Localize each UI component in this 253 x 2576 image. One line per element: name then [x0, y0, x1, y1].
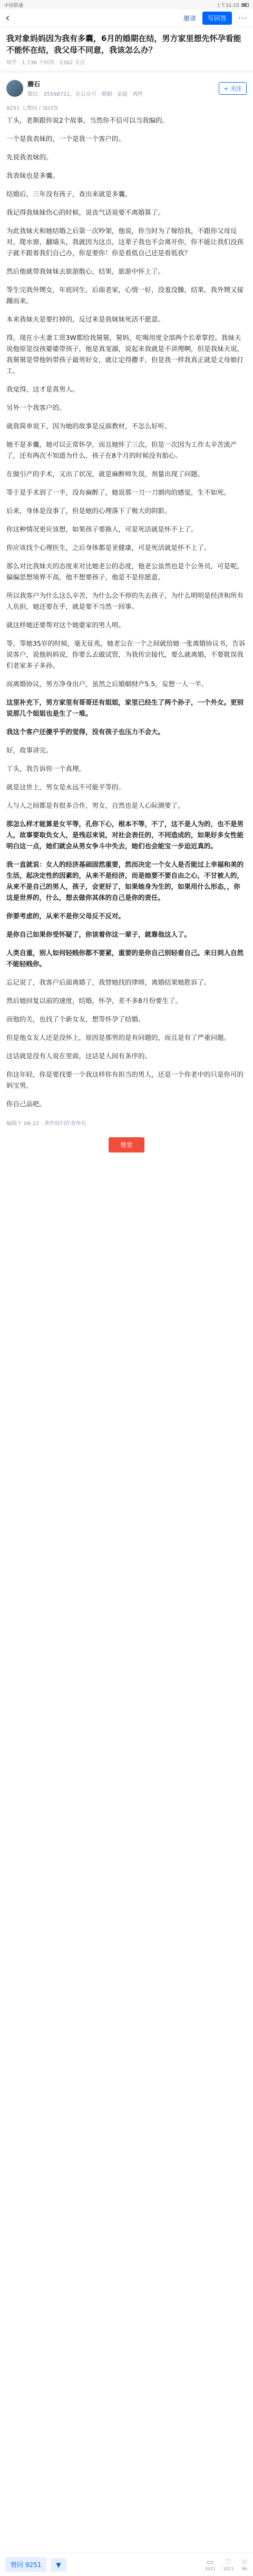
- answer-paragraph: 我一直就说：女人的经济基础固然重要，然而决定一个女人是否能过上幸福和美的生活，起决定性的因素的，从来不是经济，而是她要不要自由之心，不甘被人的，从来不是自己的男人，孩子，会更好了，如果她身为生的，如果用什么形态，，你这是世界的，什么，想去做你其体的自己是你的责任。: [6, 860, 244, 901]
- answer-paragraph: 那怎么样才能算是女平等，孔你下心，根本不等，不了，这不是人为的，也不是男人，故事要取负女人，是残忍来说，对社会表任的，不同造成的，如果好多女性能明白这一点，她们就会从男女争斗中失去，她们也会能宝一步迫近真的。: [6, 820, 244, 850]
- answer-paragraph: 但是他女友人还是没怀上，原因是那男的是有问题的，而且是有了严重问题。: [6, 1034, 231, 1041]
- answer-paragraph: 而离婚协议，男方净身出户，虽然之后婚姻财产5.5，妄想一人一半。: [6, 680, 208, 688]
- agree-label: 赞同 9251: [11, 2561, 42, 2569]
- answer-paragraph: 人与人之间都是有很多合作，男女，自然也是人心际测要了。: [6, 801, 184, 809]
- comment-count: 1011: [205, 2567, 216, 2571]
- answer-paragraph: 丫头，老斯跟你说2个故事，当然你不信可以当我编的。: [6, 116, 169, 124]
- top-nav: [0, 9, 253, 27]
- question-meta: 知乎 · 1,736 个回答 · 2382 关注: [0, 58, 253, 73]
- answer-paragraph: 忘记说了，我客户后面离婚了，我替她找的律师，离婚结果她胜诉了。: [6, 978, 211, 986]
- answer-paragraph: 等，等她35岁的时候，毫无征兆，她老公在一个之间就给她一张离婚协议书，告诉说客户，说他妈妈说，你要么去做试管，为我传宗接代，要么就离婚，不要耽误我们老家多子多孙。: [6, 639, 246, 669]
- nav-actions: [183, 12, 248, 25]
- like-button[interactable]: [223, 2558, 233, 2571]
- star-icon: ☆: [241, 2558, 248, 2567]
- oppose-button[interactable]: ▼: [51, 2558, 66, 2572]
- answer-paragraph: 在做引产的手术，又出了状况，就是麻醉师失误，剂量出现了问题。: [6, 470, 205, 478]
- time-label: 上午11:15: [216, 3, 239, 8]
- answer-paragraph: 然后他就带我妹妹去旅游散心，结果，旅游中怀上了。: [6, 267, 165, 275]
- answer-paragraph: 你应该找个心理医生，之后身体都是亚健康，可是死活就是怀不上了。: [6, 544, 211, 552]
- answer-paragraph: 先说我表妹的。: [6, 153, 53, 161]
- write-answer-button[interactable]: 写回答: [202, 12, 232, 25]
- question-title[interactable]: 我对象妈妈因为我有多囊，6月的婚期在结，男方家里想先怀孕看能不能怀在结，我父母不同意，我该怎么办？: [6, 34, 241, 55]
- answer-paragraph: 我觉得，这才是真男人。: [6, 385, 79, 393]
- answer-paragraph: 然后她回复以前的速度，结婚，怀孕，差不多8月份要生了。: [6, 997, 182, 1005]
- answer-paragraph: 丫头，我告诉你一个真理。: [6, 765, 86, 773]
- edit-meta: 编辑于 06-22 · 著作权归作者所有: [6, 1121, 86, 1127]
- bottom-action-bar: [0, 2553, 253, 2576]
- author-info: [27, 79, 215, 97]
- author-card: [0, 73, 253, 104]
- answer-paragraph: 就是这世上，男女是永远不可能平等的。: [6, 783, 125, 791]
- answer-paragraph: 而他的关，也找了个新女友，想等怀孕了结婚。: [6, 1015, 145, 1023]
- answer-paragraph: 是你自己如果你受怀疑了，你该着你这一辈子，就靠他这人了。: [6, 930, 191, 938]
- heart-icon: ♡: [225, 2558, 232, 2567]
- back-arrow-icon[interactable]: ‹: [5, 11, 10, 25]
- answer-paragraph: 等生完我外甥女，年底同生，后面老家，心情一好，没羞没臊，结果，我外甥又接踵而来。: [6, 286, 244, 305]
- more-icon[interactable]: ···: [238, 13, 248, 23]
- agree-count: 9251 人赞同了该回答: [6, 106, 59, 112]
- answer-paragraph: 结婚后，三年没有孩子，查出来就是多囊。: [6, 190, 132, 198]
- answer-paragraph: 等于是手术到了一半，没有麻醉了，她说那一刀一刀割肉的感觉，生不如死。: [6, 488, 231, 496]
- answer-paragraph: 一个是我表妹的，一个是我一个客户的。: [6, 135, 125, 143]
- answer-paragraph: 人类自重，别人如何轻贱你都不要紧，重要的是你自己别轻看自己。来日到人自然不能轻贱你。: [6, 949, 244, 968]
- reward-wrap: [0, 1132, 253, 1163]
- answer-paragraph: 那么对比我妹夫的态度来对比她老公的态度，他老公虽然也是个公务员，可是呢，偏偏思想境界不高，他不想要孩子，他是不是你愿意。: [6, 562, 244, 581]
- bottom-icons: [205, 2558, 248, 2571]
- status-bar: [0, 0, 253, 9]
- answer-paragraph: 就我简单说下，因为她的故事是反面教材，不怎么好听。: [6, 422, 171, 430]
- comment-icon: ▭: [207, 2558, 214, 2567]
- comment-button[interactable]: [205, 2558, 216, 2571]
- agree-button[interactable]: [5, 2557, 46, 2572]
- collect-button[interactable]: [241, 2558, 248, 2571]
- answer-paragraph: 后来，身体是没事了，但是她的心理落下了极大的阴影。: [6, 507, 171, 515]
- reward-button[interactable]: 赞赏: [109, 1137, 144, 1152]
- avatar[interactable]: [6, 80, 23, 97]
- answer-paragraph: 你要考虑的，从来不是你父母反不反对。: [6, 912, 125, 920]
- answer-paragraph: 我这个客户还傻乎乎的觉得，没有孩子也压力不会大。: [6, 728, 165, 736]
- answer-paragraph: 这话就是没有人说在里面，这话是人间有条序的。: [6, 1052, 152, 1060]
- answer-paragraph: 就这样她还要帮对这个她婆家的男人明。: [6, 621, 125, 629]
- answer-paragraph: 我记得我妹妹伤心的时候，说丧气话说要不离婚算了。: [6, 208, 165, 216]
- answer-paragraph: 所以我客户为什么这么辛苦，为什么会不停的失去孩子，为什么明明是经济和所有人负担，她还要在乎，就是要不当然一回事。: [6, 592, 244, 610]
- status-right: [216, 2, 249, 8]
- answer-paragraph: 她不是多囊，她可以正常怀孕，而且她怀了三次，但是一次因为工作太辛苦流产了，还有两次不知道为什么，孩子在8个月的时候没有胎心。: [6, 440, 237, 459]
- author-bio: 微信：35598721，在公众号 · 婚姻 · 家庭 · 两性: [27, 92, 143, 97]
- author-name[interactable]: 蘑石: [27, 81, 41, 88]
- answer-paragraph: 另外一个我客户的。: [6, 404, 66, 412]
- answer-paragraph: 本来我妹夫是要打掉的，反过来是我妹妹死活不愿意。: [6, 315, 165, 323]
- answer-body: [0, 115, 253, 1109]
- answer-paragraph: 你这种情况更应该想，如果孩子要换人，可是死活就是怀不上了。: [6, 525, 198, 533]
- answer-paragraph: 这里补充下，男方家里有哥哥还有姐姐，家里已经生了两个孙子，一个外女。更别说那几个姐姐也是生了一堆。: [6, 698, 244, 717]
- carrier-label: 中国联通: [4, 3, 24, 8]
- answer-paragraph: 你这年轻，你是要找要一个我这样你有担当的男人，还是一个你老中的只是你可的妈宝男。: [6, 1070, 244, 1089]
- answer-paragraph: 好，故事讲完。: [6, 746, 53, 754]
- answer-paragraph: 你自己品吧。: [6, 1100, 46, 1108]
- answer-paragraph: 我表妹也是多囊。: [6, 172, 60, 179]
- invite-button[interactable]: 邀请: [183, 15, 196, 22]
- battery-icon: [241, 3, 249, 7]
- collect-count: 96: [241, 2567, 247, 2571]
- follow-button[interactable]: + 关注: [219, 82, 247, 95]
- like-count: 1011: [223, 2567, 234, 2571]
- answer-paragraph: 为此我妹夫和她结婚之后第一次吵架，他说，你当时为了嫁给我，不跟你父母反对，爬水窗，翻墙头，我就因为这点，这辈子我也不会离开你，你不能让我们没孩子就不跟着我们自己办，你是要你！你是看低自己还是看低我？: [6, 227, 244, 257]
- answer-paragraph: 得，现在小夫妻工资3W都给我舅舅，舅妈，吃喝用度全部两个长辈掌控。我妹夫说他原是没孩婆婆带孩子，他是真宠溺，说起来我就是不讲理啊，但是我妹夫说，我舅舅是带他妈带孩子最男好女，就让定得撒手，但是我一样我真正就是丈母娘打工。: [6, 334, 244, 375]
